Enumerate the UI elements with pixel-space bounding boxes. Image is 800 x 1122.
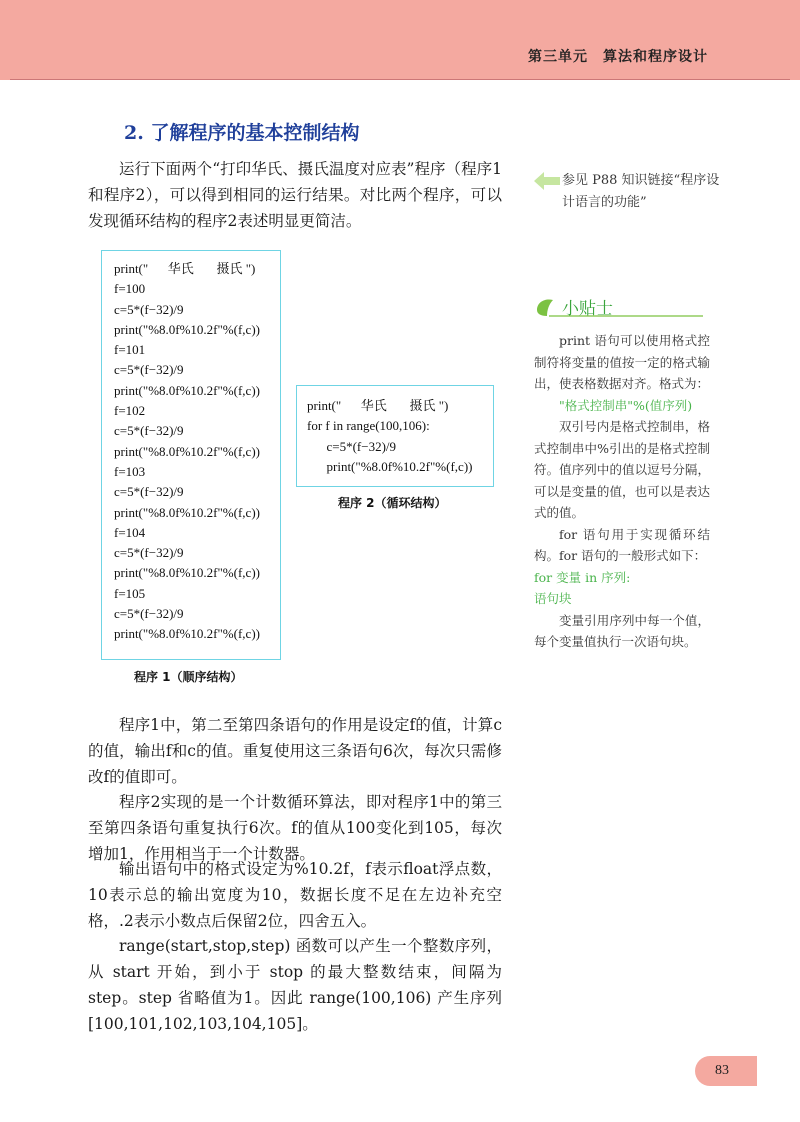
paragraph-2: 程序2实现的是一个计数循环算法，即对程序1中的第三至第四条语句重复执行6次。f的值从100变化到105，每次增加1，作用相当于一个计数器。 <box>88 793 502 863</box>
program2-caption: 程序 2（循环结构） <box>338 496 447 510</box>
tip-for-syntax: for 变量 in 序列: <box>534 569 631 585</box>
program1-code-line: c=5*(f−32)/9 <box>114 545 184 561</box>
program1-caption: 程序 1（顺序结构） <box>134 670 243 684</box>
program2-code-line: c=5*(f−32)/9 <box>307 438 397 454</box>
program1-code-line: print("%8.0f%10.2f"%(f,c)) <box>114 321 260 337</box>
side-note: 参见 P88 知识链接“程序设计语言的功能” <box>562 173 720 210</box>
tip-format: "格式控制串"%(值序列) <box>559 397 693 413</box>
section-title: 2. 了解程序的基本控制结构 <box>124 122 360 144</box>
program1-code-line: c=5*(f−32)/9 <box>114 606 184 622</box>
page-number: 83 <box>715 1063 729 1078</box>
program2-code-line: for f in range(100,106): <box>307 418 430 434</box>
program1-code-line: print("%8.0f%10.2f"%(f,c)) <box>114 443 260 459</box>
tip-para-1: print 语句可以使用格式控制符将变量的值按一定的格式输出，使表格数据对齐。格式为： <box>534 333 710 391</box>
program1-code-line: f=103 <box>114 463 146 479</box>
paragraph-3: 输出语句中的格式设定为%10.2f，f表示float浮点数，10表示总的输出宽度为10，数据长度不足在左边补充空格，.2表示小数点后保留2位，四舍五入。 <box>88 860 502 930</box>
tip-heading-decoration <box>535 296 705 318</box>
program1-code-box <box>101 250 281 660</box>
left-arrow-icon <box>534 172 560 190</box>
unit-title: 第三单元 算法和程序设计 <box>528 49 708 65</box>
program1-code <box>114 259 280 645</box>
tip-title: 小贴士 <box>562 299 613 319</box>
paragraph-1: 程序1中，第二至第四条语句的作用是设定f的值，计算c的值，输出f和c的值。重复使用这三条语句6次，每次只需修改f的值即可。 <box>88 716 502 786</box>
program1-code-line: c=5*(f−32)/9 <box>114 362 184 378</box>
tip-para-3: for 语句用于实现循环结构。for 语句的一般形式如下： <box>534 526 710 563</box>
program1-code-line: print("%8.0f%10.2f"%(f,c)) <box>114 626 260 642</box>
program2-code-line: print("%8.0f%10.2f"%(f,c)) <box>307 458 473 474</box>
program2-code-box <box>296 385 494 487</box>
program1-code-line: print("%8.0f%10.2f"%(f,c)) <box>114 382 260 398</box>
program1-code-line: f=101 <box>114 342 146 358</box>
intro-paragraph: 运行下面两个“打印华氏、摄氏温度对应表”程序（程序1和程序2），可以得到相同的运行结果。对比两个程序，可以发现循环结构的程序2表述明显更简洁。 <box>88 160 502 230</box>
program1-code-line: print("%8.0f%10.2f"%(f,c)) <box>114 504 260 520</box>
tip-block-syntax: 语句块 <box>534 591 572 606</box>
paragraph-4: range(start,stop,step) 函数可以产生一个整数序列，从 start 开始，到小于 stop 的最大整数结束，间隔为 step。step 省略值为1。因此 range(100,106) 产生序列 [100,101,102,103,104,105]。 <box>88 937 502 1033</box>
program1-code-line: f=100 <box>114 281 146 297</box>
program1-code-line: print(" 华氏 摄氏 ") <box>114 261 256 276</box>
program2-code <box>307 396 493 477</box>
header-divider <box>10 79 790 80</box>
header-band <box>0 0 800 80</box>
program1-code-line: c=5*(f−32)/9 <box>114 423 184 439</box>
tip-para-4: 变量引用序列中每一个值，每个变量值执行一次语句块。 <box>534 612 710 649</box>
program1-code-line: print("%8.0f%10.2f"%(f,c)) <box>114 565 260 581</box>
tip-body <box>534 330 710 653</box>
program2-code-line: print(" 华氏 摄氏 ") <box>307 398 449 413</box>
program1-code-line: f=104 <box>114 524 146 540</box>
program1-code-line: c=5*(f−32)/9 <box>114 484 184 500</box>
program1-code-line: c=5*(f−32)/9 <box>114 301 184 317</box>
program1-code-line: f=102 <box>114 403 146 419</box>
program1-code-line: f=105 <box>114 585 146 601</box>
tip-para-2: 双引号内是格式控制串，格式控制串中%引出的是格式控制符。值序列中的值以逗号分隔，可以是变量的值，也可以是表达式的值。 <box>534 419 710 520</box>
